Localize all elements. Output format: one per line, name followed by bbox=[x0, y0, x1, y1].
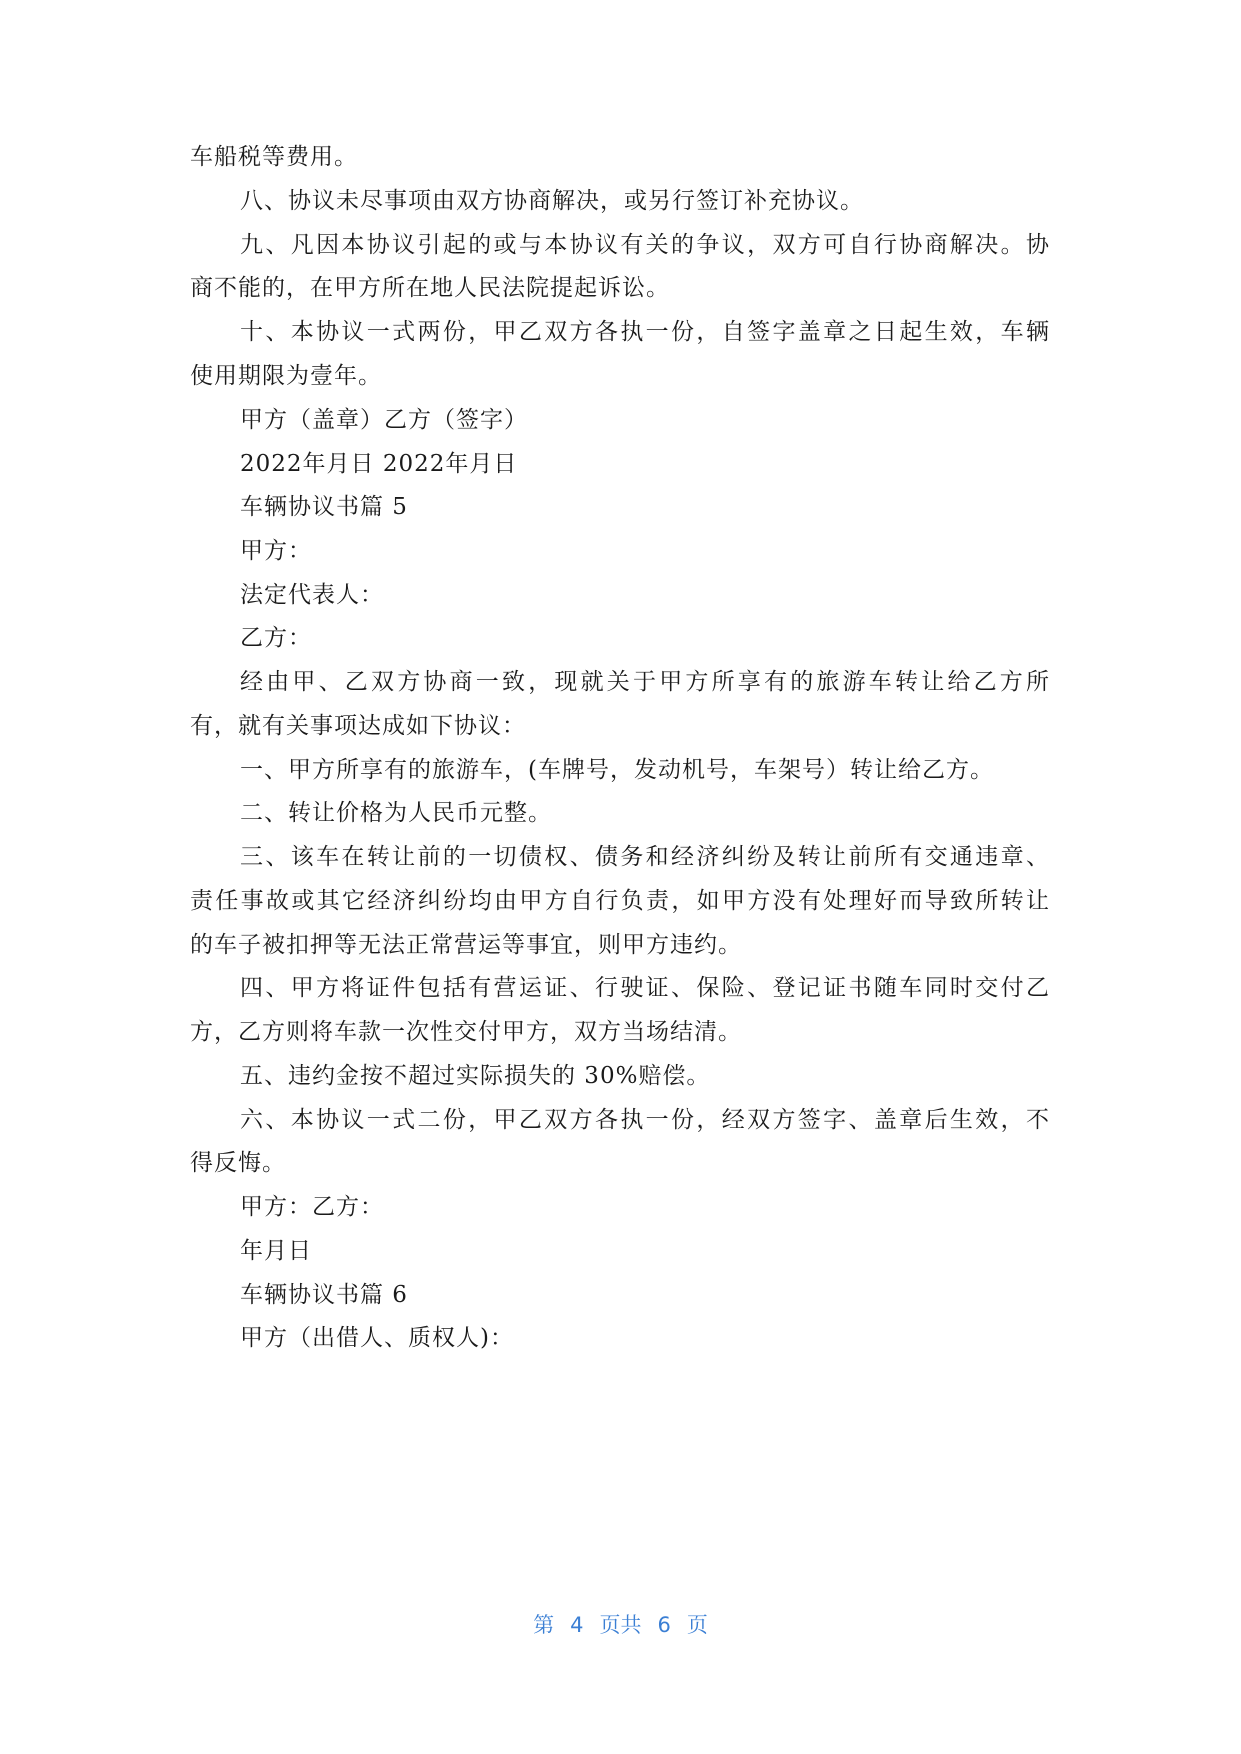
section-heading: 车辆协议书篇 5 bbox=[240, 494, 408, 520]
page-label: 第 bbox=[533, 1613, 555, 1637]
total-pages-number: 6 bbox=[657, 1613, 671, 1637]
paragraph-line: 有，就有关事项达成如下协议： bbox=[190, 713, 526, 739]
page-number-footer bbox=[0, 1611, 1241, 1639]
paragraph-line: 八、协议未尽事项由双方协商解决，或另行签订补充协议。 bbox=[240, 188, 864, 214]
party-a-line: 甲方： bbox=[240, 538, 312, 564]
paragraph-line: 一、甲方所享有的旅游车，(车牌号，发动机号，车架号）转让给乙方。 bbox=[240, 757, 994, 783]
paragraph-line: 方，乙方则将车款一次性交付甲方，双方当场结清。 bbox=[190, 1019, 742, 1045]
signature-line: 甲方（盖章）乙方（签字） bbox=[240, 407, 528, 433]
date-line: 年月日 bbox=[240, 1238, 312, 1264]
paragraph-line: 九、凡因本协议引起的或与本协议有关的争议，双方可自行协商解决。协 bbox=[240, 232, 1050, 258]
paragraph-line: 车船税等费用。 bbox=[190, 144, 358, 170]
party-b-line: 乙方： bbox=[240, 625, 312, 651]
paragraph-line: 使用期限为壹年。 bbox=[190, 363, 382, 389]
current-page-number: 4 bbox=[570, 1613, 584, 1637]
paragraph-line: 商不能的，在甲方所在地人民法院提起诉讼。 bbox=[190, 275, 670, 301]
paragraph-line: 的车子被扣押等无法正常营运等事宜，则甲方违约。 bbox=[190, 932, 742, 958]
signature-line: 甲方：乙方： bbox=[240, 1194, 384, 1220]
paragraph-line: 得反悔。 bbox=[190, 1150, 286, 1176]
legal-rep-line: 法定代表人： bbox=[240, 582, 384, 608]
page-mid-label: 页共 bbox=[599, 1613, 642, 1637]
paragraph-line: 责任事故或其它经济纠纷均由甲方自行负责，如甲方没有处理好而导致所转让 bbox=[190, 888, 1050, 914]
party-a-line: 甲方（出借人、质权人)： bbox=[240, 1325, 514, 1351]
paragraph-line: 四、甲方将证件包括有营运证、行驶证、保险、登记证书随车同时交付乙 bbox=[240, 975, 1050, 1001]
paragraph-line: 二、转让价格为人民币元整。 bbox=[240, 800, 552, 826]
date-line: 2022年月日 2022年月日 bbox=[240, 451, 518, 477]
section-heading: 车辆协议书篇 6 bbox=[240, 1282, 408, 1308]
paragraph-line: 五、违约金按不超过实际损失的 30%赔偿。 bbox=[240, 1063, 711, 1089]
paragraph-line: 三、该车在转让前的一切债权、债务和经济纠纷及转让前所有交通违章、 bbox=[240, 844, 1050, 870]
paragraph-line: 十、本协议一式两份，甲乙双方各执一份，自签字盖章之日起生效，车辆 bbox=[240, 319, 1050, 345]
page-end-label: 页 bbox=[686, 1613, 708, 1637]
paragraph-line: 六、本协议一式二份，甲乙双方各执一份，经双方签字、盖章后生效，不 bbox=[240, 1107, 1050, 1133]
paragraph-line: 经由甲、乙双方协商一致，现就关于甲方所享有的旅游车转让给乙方所 bbox=[240, 669, 1050, 695]
